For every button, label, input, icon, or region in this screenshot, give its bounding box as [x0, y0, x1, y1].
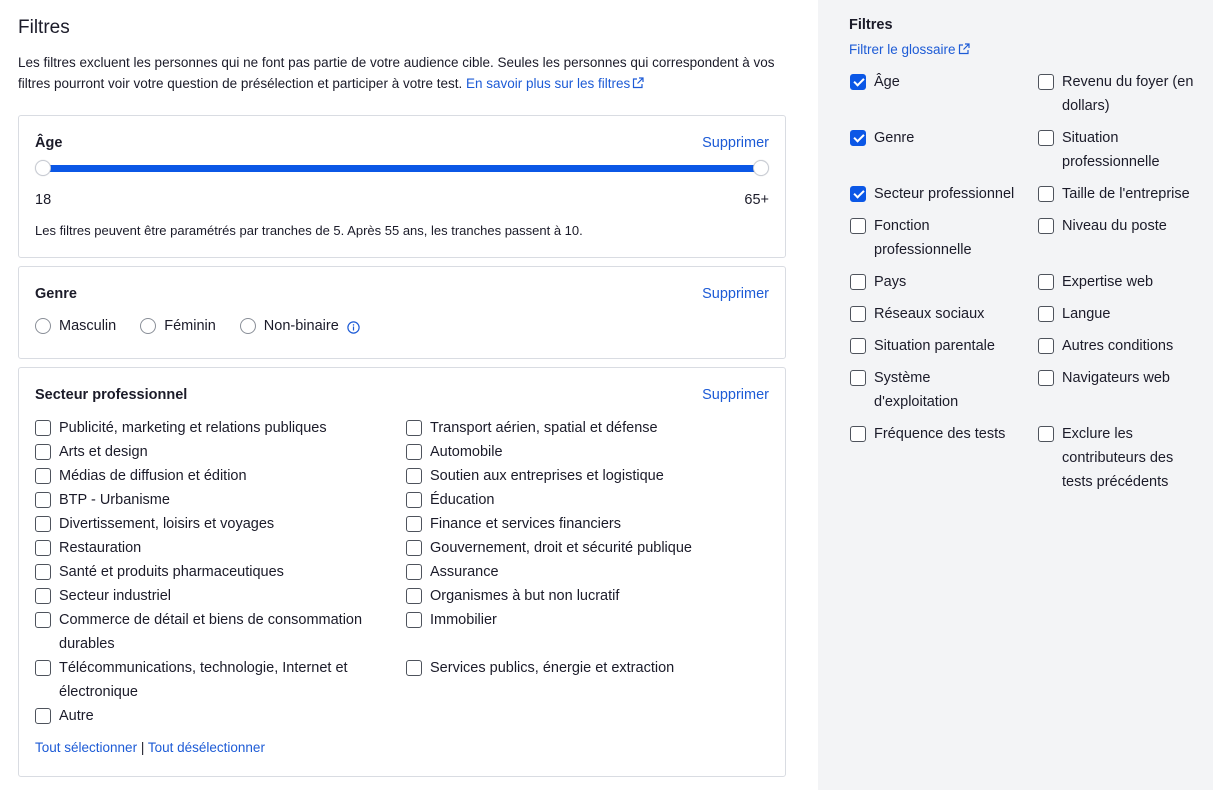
- checkbox[interactable]: [406, 660, 422, 676]
- sector-option[interactable]: [35, 704, 395, 728]
- sector-option[interactable]: [406, 488, 776, 512]
- sector-option-label: Finance et services financiers: [430, 516, 621, 532]
- radio-button[interactable]: [140, 318, 156, 334]
- age-card-title: Âge: [35, 135, 63, 151]
- sector-option-label: Médias de diffusion et édition: [59, 468, 247, 484]
- checkbox[interactable]: [1038, 218, 1054, 234]
- checkbox[interactable]: [35, 516, 51, 532]
- intro-description: Les filtres excluent les personnes qui ne font pas partie de votre audience cible. Seules les personnes qui correspondent à vos filtres pourront voir votre question de présélection et participer à votre test.: [18, 55, 775, 91]
- sidebar-filter-language[interactable]: [1038, 302, 1208, 326]
- gender-option-label: Masculin: [59, 318, 117, 334]
- sector-option-label: Organismes à but non lucratif: [430, 588, 620, 604]
- gender-option-nonbinary[interactable]: [240, 318, 360, 334]
- sector-option[interactable]: [406, 464, 776, 488]
- sidebar-filter-web-expertise[interactable]: [1038, 270, 1208, 294]
- sector-option-label: Assurance: [430, 564, 499, 580]
- radio-button[interactable]: [240, 318, 256, 334]
- gender-option-female[interactable]: [140, 318, 216, 334]
- learn-more-link[interactable]: [466, 76, 644, 91]
- sector-option-label: Divertissement, loisirs et voyages: [59, 516, 275, 532]
- sector-option[interactable]: [35, 440, 395, 464]
- info-icon[interactable]: [347, 321, 360, 334]
- checkbox[interactable]: [35, 492, 51, 508]
- sector-option[interactable]: [35, 560, 395, 584]
- sidebar-filter-label: Pays: [874, 274, 907, 290]
- checkbox[interactable]: [35, 612, 51, 628]
- sector-option-label: Transport aérien, spatial et défense: [430, 420, 658, 436]
- filters-sidebar: [818, 0, 1213, 790]
- sidebar-filter-label: Genre: [874, 130, 915, 146]
- checkbox[interactable]: [406, 492, 422, 508]
- sidebar-filter-label: Taille de l'entreprise: [1062, 186, 1190, 202]
- checkbox[interactable]: [35, 540, 51, 556]
- sector-option-label: Soutien aux entreprises et logistique: [430, 468, 664, 484]
- sidebar-filter-income[interactable]: [1038, 70, 1208, 118]
- gender-card-title: Genre: [35, 286, 77, 302]
- checkbox[interactable]: [406, 612, 422, 628]
- sidebar-filter-job-level[interactable]: [1038, 214, 1208, 238]
- checkbox[interactable]: [406, 420, 422, 436]
- sidebar-filter-country[interactable]: [850, 270, 1032, 294]
- external-link-icon: [958, 43, 970, 55]
- page-title: Filtres: [18, 17, 70, 38]
- sector-option-label: Télécommunications, technologie, Internet et électronique: [59, 660, 348, 700]
- checkbox[interactable]: [850, 370, 866, 386]
- glossary-label: Filtrer le glossaire: [849, 42, 956, 57]
- checkbox[interactable]: [850, 338, 866, 354]
- sidebar-filter-os[interactable]: [850, 366, 1000, 414]
- sector-option[interactable]: [406, 608, 776, 632]
- sidebar-filter-label: Expertise web: [1062, 274, 1154, 290]
- glossary-link[interactable]: [849, 42, 970, 57]
- checkbox[interactable]: [850, 274, 866, 290]
- sidebar-filter-other[interactable]: [1038, 334, 1208, 358]
- external-link-icon: [632, 77, 644, 89]
- age-slider-track[interactable]: [43, 165, 761, 172]
- sidebar-filter-browsers[interactable]: [1038, 366, 1208, 390]
- age-remove-link[interactable]: Supprimer: [702, 135, 769, 151]
- sidebar-filter-gender[interactable]: [850, 126, 1032, 150]
- checkbox[interactable]: [35, 444, 51, 460]
- select-all-link[interactable]: Tout sélectionner: [35, 740, 138, 755]
- age-slider-min-handle[interactable]: [35, 160, 51, 176]
- sector-option[interactable]: [35, 416, 395, 440]
- sector-option[interactable]: [406, 440, 776, 464]
- sector-option-label: Publicité, marketing et relations publiques: [59, 420, 327, 436]
- sector-option-label: Immobilier: [430, 612, 497, 628]
- sector-option[interactable]: [35, 512, 395, 536]
- select-links: [35, 740, 265, 755]
- checkbox[interactable]: [406, 468, 422, 484]
- sidebar-filter-function[interactable]: [850, 214, 1010, 262]
- checkbox[interactable]: [35, 588, 51, 604]
- learn-more-label: En savoir plus sur les filtres: [466, 76, 631, 91]
- sidebar-filter-exclude-contributors[interactable]: [1038, 422, 1188, 494]
- deselect-all-link[interactable]: Tout désélectionner: [147, 740, 265, 755]
- checkbox[interactable]: [406, 564, 422, 580]
- gender-option-male[interactable]: [35, 318, 116, 334]
- gender-filter-card: [18, 266, 786, 359]
- checkbox[interactable]: [35, 660, 51, 676]
- sidebar-filter-label: Niveau du poste: [1062, 218, 1167, 234]
- sidebar-filter-label: Système d'exploitation: [874, 370, 959, 410]
- sector-filter-card: [18, 367, 786, 777]
- sector-option-label: Gouvernement, droit et sécurité publique: [430, 540, 692, 556]
- sidebar-filter-company-size[interactable]: [1038, 182, 1210, 206]
- sector-option-label: Restauration: [59, 540, 142, 556]
- gender-remove-link[interactable]: Supprimer: [702, 286, 769, 302]
- sidebar-filter-parental[interactable]: [850, 334, 1032, 358]
- checkbox[interactable]: [1038, 186, 1054, 202]
- checkbox[interactable]: [35, 708, 51, 724]
- sector-option-label: Commerce de détail et biens de consommation durables: [59, 612, 363, 652]
- sidebar-filter-label: Fonction professionnelle: [874, 218, 972, 258]
- age-max-value: 65+: [744, 192, 769, 208]
- sidebar-filter-label: Situation parentale: [874, 338, 995, 354]
- checkbox[interactable]: [1038, 130, 1054, 146]
- sector-option[interactable]: [406, 416, 776, 440]
- sector-option-label: Secteur industriel: [59, 588, 172, 604]
- checkbox[interactable]: [406, 588, 422, 604]
- sidebar-filter-label: Âge: [874, 74, 900, 90]
- radio-button[interactable]: [35, 318, 51, 334]
- sector-option-label: Éducation: [430, 492, 495, 508]
- sidebar-filter-frequency[interactable]: [850, 422, 1032, 446]
- sidebar-filter-sector[interactable]: [850, 182, 1032, 206]
- checkbox[interactable]: [35, 420, 51, 436]
- sidebar-filter-social[interactable]: [850, 302, 1032, 326]
- age-slider-max-handle[interactable]: [753, 160, 769, 176]
- sector-option[interactable]: [35, 656, 395, 704]
- sidebar-filter-label: Revenu du foyer (en dollars): [1062, 74, 1194, 114]
- sector-option-label: Arts et design: [59, 444, 148, 460]
- checkbox[interactable]: [850, 74, 866, 90]
- sidebar-filter-label: Exclure les contributeurs des tests précédents: [1062, 426, 1174, 490]
- sector-option[interactable]: [406, 584, 776, 608]
- age-note: Les filtres peuvent être paramétrés par tranches de 5. Après 55 ans, les tranches passent à 10.: [35, 223, 583, 238]
- age-min-value: 18: [35, 192, 52, 208]
- checkbox[interactable]: [406, 540, 422, 556]
- checkbox[interactable]: [1038, 338, 1054, 354]
- sidebar-filter-label: Langue: [1062, 306, 1111, 322]
- sector-option[interactable]: [406, 656, 776, 680]
- sector-option-label: BTP - Urbanisme: [59, 492, 170, 508]
- checkbox[interactable]: [850, 218, 866, 234]
- checkbox[interactable]: [850, 306, 866, 322]
- age-filter-card: [18, 115, 786, 258]
- checkbox[interactable]: [35, 468, 51, 484]
- sidebar-filter-label: Secteur professionnel: [874, 186, 1015, 202]
- sector-option[interactable]: [406, 560, 776, 584]
- sector-option[interactable]: [406, 536, 776, 560]
- checkbox[interactable]: [1038, 426, 1054, 442]
- checkbox[interactable]: [406, 516, 422, 532]
- sector-option[interactable]: [35, 584, 395, 608]
- checkbox[interactable]: [1038, 306, 1054, 322]
- sector-option[interactable]: [406, 512, 776, 536]
- checkbox[interactable]: [1038, 274, 1054, 290]
- gender-option-label: Féminin: [164, 318, 216, 334]
- link-separator: |: [140, 740, 145, 755]
- sidebar-filter-label: Situation professionnelle: [1062, 130, 1160, 170]
- checkbox[interactable]: [1038, 74, 1054, 90]
- sector-option-label: Santé et produits pharmaceutiques: [59, 564, 284, 580]
- checkbox[interactable]: [1038, 370, 1054, 386]
- sidebar-filter-age[interactable]: [850, 70, 1032, 94]
- intro-text: [18, 52, 783, 94]
- sector-option-label: Services publics, énergie et extraction: [430, 660, 675, 676]
- gender-options: [35, 318, 360, 334]
- sidebar-filter-label: Navigateurs web: [1062, 370, 1170, 386]
- sector-option[interactable]: [35, 464, 395, 488]
- sidebar-title: Filtres: [849, 17, 893, 33]
- checkbox[interactable]: [850, 186, 866, 202]
- sector-card-title: Secteur professionnel: [35, 387, 188, 403]
- sector-option-label: Autre: [59, 708, 94, 724]
- checkbox[interactable]: [850, 130, 866, 146]
- checkbox[interactable]: [406, 444, 422, 460]
- sidebar-filter-label: Réseaux sociaux: [874, 306, 985, 322]
- sidebar-filter-label: Autres conditions: [1062, 338, 1174, 354]
- sector-option[interactable]: [35, 536, 395, 560]
- sidebar-filter-label: Fréquence des tests: [874, 426, 1006, 442]
- sector-option-label: Automobile: [430, 444, 503, 460]
- sector-remove-link[interactable]: Supprimer: [702, 387, 769, 403]
- gender-option-label: Non-binaire: [263, 318, 339, 334]
- sector-option[interactable]: [35, 488, 395, 512]
- checkbox[interactable]: [850, 426, 866, 442]
- checkbox[interactable]: [35, 564, 51, 580]
- sector-option[interactable]: [35, 608, 395, 656]
- sidebar-filter-employment[interactable]: [1038, 126, 1188, 174]
